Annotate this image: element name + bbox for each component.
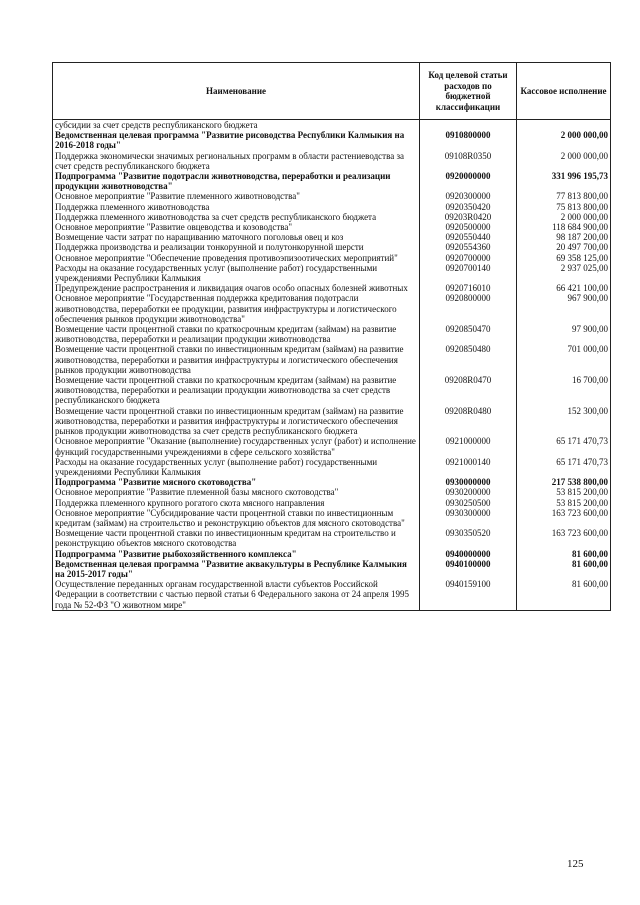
row-name-cell: Основное мероприятие "Оказание (выполнение) государственных услуг (работ) и исполнение функций государственными учреждениями в сфере сельского хозяйства" — [53, 436, 420, 456]
table-row — [53, 120, 611, 131]
row-code-cell: 0920700140 — [420, 263, 517, 283]
row-amount-cell: 2 937 025,00 — [517, 263, 611, 283]
row-name-cell: Поддержка племенного крупного рогатого скота мясного направления — [53, 498, 420, 508]
row-code-cell: 0920700000 — [420, 253, 517, 263]
row-code-cell: 09208R0480 — [420, 406, 517, 437]
table-row — [53, 232, 611, 242]
row-name-cell: Расходы на оказание государственных услуг (выполнение работ) государственными учреждениями Республики Калмыкия — [53, 263, 420, 283]
table-row — [53, 222, 611, 232]
row-code-cell: 0920500000 — [420, 222, 517, 232]
row-code-cell: 0940100000 — [420, 559, 517, 579]
row-amount-cell: 152 300,00 — [517, 406, 611, 437]
row-amount-cell: 81 600,00 — [517, 549, 611, 559]
row-name-cell: Возмещение части процентной ставки по краткосрочным кредитам (займам) на развитие животноводства, переработки и реализации продукции животноводства за счет средств республиканского бюджета — [53, 375, 420, 406]
row-name-cell: Поддержка производства и реализации тонкорунной и полутонкорунной шерсти — [53, 242, 420, 252]
table-row — [53, 293, 611, 324]
header-code: Код целевой статьи расходов по бюджетной классификации — [420, 63, 517, 120]
row-amount-cell: 16 700,00 — [517, 375, 611, 406]
row-code-cell: 0930200000 — [420, 487, 517, 497]
row-amount-cell: 163 723 600,00 — [517, 528, 611, 548]
table-row — [53, 171, 611, 191]
row-amount-cell: 20 497 700,00 — [517, 242, 611, 252]
row-name-cell: Осуществление переданных органам государственной власти субъектов Российской Федерации в соответствии с частью первой статьи 6 Федерального закона от 24 апреля 1995 года № 52-ФЗ "О животном мире" — [53, 579, 420, 610]
table-row — [53, 498, 611, 508]
table-row — [53, 559, 611, 579]
row-name-cell: Поддержка племенного животноводства — [53, 202, 420, 212]
row-code-cell: 0920550440 — [420, 232, 517, 242]
row-name-cell: Поддержка племенного животноводства за счет средств республиканского бюджета — [53, 212, 420, 222]
row-code-cell: 09208R0470 — [420, 375, 517, 406]
row-name-cell: Подпрограмма "Развитие мясного скотоводства" — [53, 477, 420, 487]
table-row — [53, 151, 611, 171]
row-amount-cell — [517, 120, 611, 131]
row-code-cell: 0920300000 — [420, 191, 517, 201]
table-row — [53, 202, 611, 212]
row-name-cell: Поддержка экономически значимых региональных программ в области растениеводства за счет средств республиканского бюджета — [53, 151, 420, 171]
header-amount: Кассовое исполнение — [517, 63, 611, 120]
table-row — [53, 487, 611, 497]
row-amount-cell: 69 358 125,00 — [517, 253, 611, 263]
row-name-cell: Подпрограмма "Развитие подотрасли животноводства, переработки и реализации продукции животноводства" — [53, 171, 420, 191]
table-row — [53, 436, 611, 456]
row-amount-cell: 53 815 200,00 — [517, 487, 611, 497]
row-code-cell: 0920716010 — [420, 283, 517, 293]
row-code-cell: 0930000000 — [420, 477, 517, 487]
row-name-cell: Основное мероприятие "Субсидирование части процентной ставки по инвестиционным кредитам (займам) на строительство и реконструкцию объектов для мясного скотоводства" — [53, 508, 420, 528]
row-amount-cell: 81 600,00 — [517, 579, 611, 610]
table-row — [53, 549, 611, 559]
row-name-cell: Предупреждение распространения и ликвидация очагов особо опасных болезней животных — [53, 283, 420, 293]
table-row — [53, 344, 611, 375]
row-amount-cell: 2 000 000,00 — [517, 212, 611, 222]
row-code-cell: 09203R0420 — [420, 212, 517, 222]
row-amount-cell: 66 421 100,00 — [517, 283, 611, 293]
row-amount-cell: 118 684 900,00 — [517, 222, 611, 232]
table-row — [53, 263, 611, 283]
row-amount-cell: 2 000 000,00 — [517, 130, 611, 150]
row-amount-cell: 53 815 200,00 — [517, 498, 611, 508]
row-name-cell: Возмещение части процентной ставки по инвестиционным кредитам (займам) на развитие животноводства, переработки и развития инфраструктуры и логистического обеспечения рынков продукции животноводства — [53, 344, 420, 375]
page-number: 125 — [567, 858, 584, 870]
row-name-cell: Ведомственная целевая программа "Развитие аквакультуры в Республике Калмыкия на 2015-2017 годы" — [53, 559, 420, 579]
row-amount-cell: 163 723 600,00 — [517, 508, 611, 528]
row-code-cell: 0930300000 — [420, 508, 517, 528]
table-row — [53, 324, 611, 344]
table-header-row — [53, 63, 611, 120]
row-name-cell: Основное мероприятие "Развитие племенного животноводства" — [53, 191, 420, 201]
row-name-cell: Основное мероприятие "Развитие овцеводства и козоводства" — [53, 222, 420, 232]
table-row — [53, 508, 611, 528]
table-row — [53, 212, 611, 222]
row-code-cell: 0920350420 — [420, 202, 517, 212]
row-amount-cell: 75 813 800,00 — [517, 202, 611, 212]
row-name-cell: Возмещение части затрат по наращиванию маточного поголовья овец и коз — [53, 232, 420, 242]
row-name-cell: Возмещение части процентной ставки по краткосрочным кредитам (займам) на развитие животноводства, переработки и реализации продукции животноводства — [53, 324, 420, 344]
row-name-cell: Основное мероприятие "Развитие племенной базы мясного скотоводства" — [53, 487, 420, 497]
row-code-cell — [420, 120, 517, 131]
budget-table — [52, 62, 611, 611]
row-code-cell: 0940000000 — [420, 549, 517, 559]
table-row — [53, 242, 611, 252]
table-row — [53, 191, 611, 201]
row-amount-cell: 701 000,00 — [517, 344, 611, 375]
row-code-cell: 0920554360 — [420, 242, 517, 252]
table-row — [53, 130, 611, 150]
row-amount-cell: 331 996 195,73 — [517, 171, 611, 191]
row-code-cell: 0920800000 — [420, 293, 517, 324]
row-code-cell: 0930250500 — [420, 498, 517, 508]
row-name-cell: Ведомственная целевая программа "Развитие рисоводства Республики Калмыкия на 2016-2018 годы" — [53, 130, 420, 150]
row-code-cell: 09108R0350 — [420, 151, 517, 171]
row-name-cell: Подпрограмма "Развитие рыбохозяйственного комплекса" — [53, 549, 420, 559]
table-row — [53, 457, 611, 477]
row-name-cell: Основное мероприятие "Обеспечение проведения противоэпизоотических мероприятий" — [53, 253, 420, 263]
row-amount-cell: 77 813 800,00 — [517, 191, 611, 201]
row-name-cell: Основное мероприятие "Государственная поддержка кредитования подотрасли животноводства, переработки ее продукции, развития инфраструктуры и логистического обеспечения рынков продукции животноводства" — [53, 293, 420, 324]
row-code-cell: 0921000000 — [420, 436, 517, 456]
row-amount-cell: 65 171 470,73 — [517, 457, 611, 477]
row-code-cell: 0920850470 — [420, 324, 517, 344]
row-amount-cell: 217 538 800,00 — [517, 477, 611, 487]
table-row — [53, 528, 611, 548]
row-amount-cell: 2 000 000,00 — [517, 151, 611, 171]
row-name-cell: субсидии за счет средств республиканского бюджета — [53, 120, 420, 131]
row-code-cell: 0940159100 — [420, 579, 517, 610]
row-amount-cell: 81 600,00 — [517, 559, 611, 579]
row-amount-cell: 97 900,00 — [517, 324, 611, 344]
table-row — [53, 477, 611, 487]
row-code-cell: 0921000140 — [420, 457, 517, 477]
table-row — [53, 406, 611, 437]
table-row — [53, 579, 611, 610]
header-name: Наименование — [53, 63, 420, 120]
row-code-cell: 0920000000 — [420, 171, 517, 191]
row-name-cell: Возмещение части процентной ставки по инвестиционным кредитам (займам) на развитие животноводства, переработки и развития инфраструктуры и логистического обеспечения рынков продукции животноводства за счет средств республиканского бюджета — [53, 406, 420, 437]
row-name-cell: Расходы на оказание государственных услуг (выполнение работ) государственными учреждениями Республики Калмыкия — [53, 457, 420, 477]
row-amount-cell: 967 900,00 — [517, 293, 611, 324]
row-code-cell: 0910800000 — [420, 130, 517, 150]
row-code-cell: 0930350520 — [420, 528, 517, 548]
table-body — [53, 120, 611, 611]
row-amount-cell: 98 187 200,00 — [517, 232, 611, 242]
row-code-cell: 0920850480 — [420, 344, 517, 375]
row-amount-cell: 65 171 470,73 — [517, 436, 611, 456]
table-row — [53, 283, 611, 293]
row-name-cell: Возмещение части процентной ставки по инвестиционным кредитам на строительство и реконструкцию объектов мясного скотоводства — [53, 528, 420, 548]
table-row — [53, 253, 611, 263]
table-row — [53, 375, 611, 406]
